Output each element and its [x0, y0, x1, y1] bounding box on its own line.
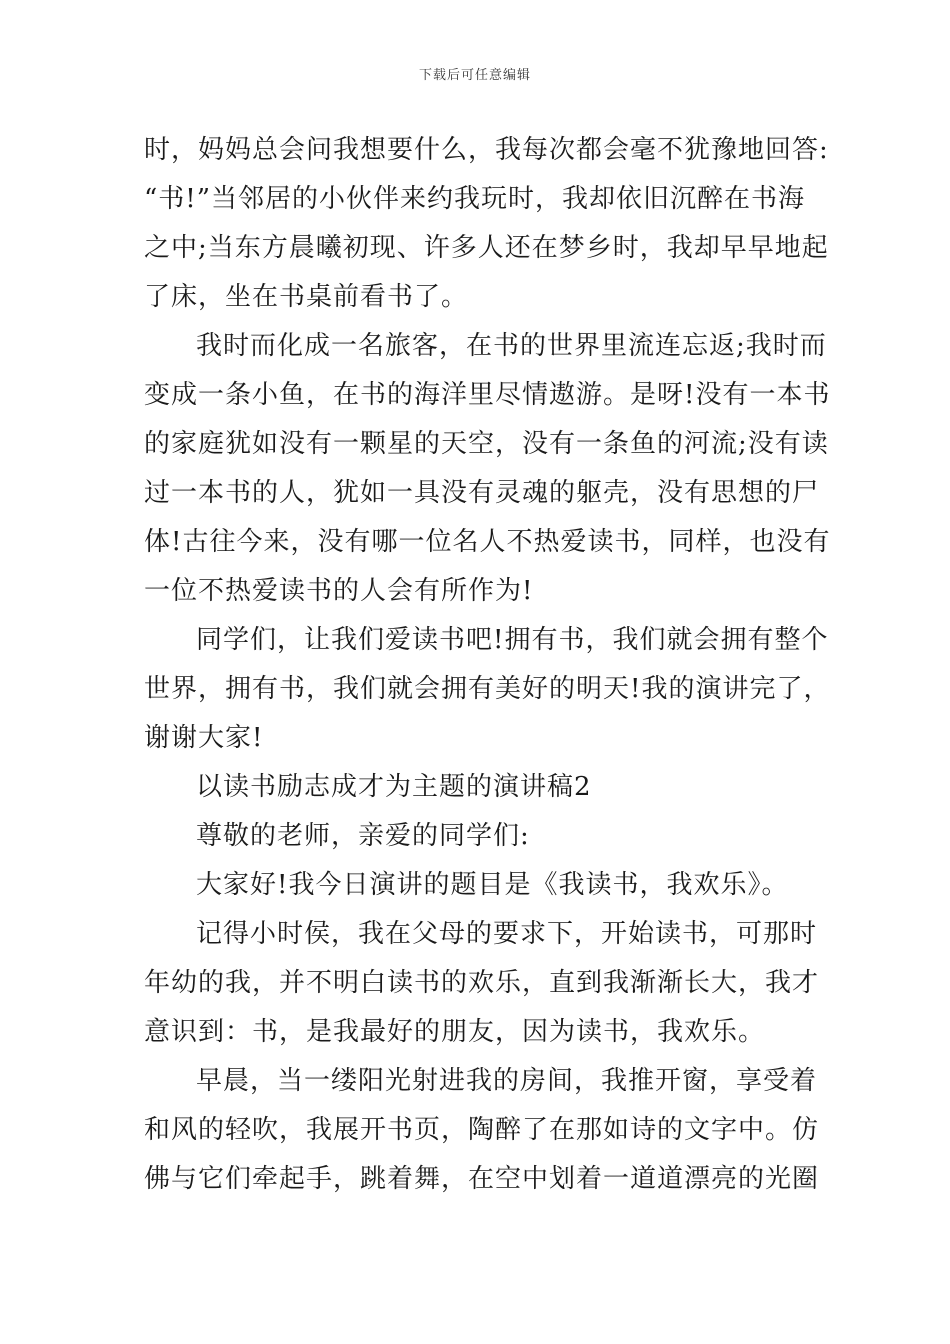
text-line: 体!古往今来，没有哪一位名人不热爱读书，同样，也没有	[144, 527, 831, 557]
page-header: 下载后可任意编辑	[418, 68, 531, 83]
text-line: 佛与它们牵起手，跳着舞，在空中划着一道道漂亮的光圈	[144, 1164, 820, 1194]
document-body	[144, 126, 831, 1204]
text-line: 大家好!我今日演讲的题目是《我读书，我欢乐》。	[196, 870, 789, 900]
text-line: 时，妈妈总会问我想要什么，我每次都会毫不犹豫地回答:	[144, 135, 829, 165]
text-line: 早晨，当一缕阳光射进我的房间，我推开窗，享受着	[196, 1066, 818, 1096]
text-line: 一位不热爱读书的人会有所作为!	[144, 576, 534, 606]
text-line: 的家庭犹如没有一颗星的天空，没有一条鱼的河流;没有读	[144, 429, 829, 459]
text-line: 记得小时侯，我在父母的要求下，开始读书，可那时	[196, 919, 818, 949]
text-line: 之中;当东方晨曦初现、许多人还在梦乡时，我却早早地起	[144, 233, 829, 263]
text-line: 了床，坐在书桌前看书了。	[144, 282, 469, 312]
text-line: 年幼的我，并不明白读书的欢乐，直到我渐渐长大，我才	[144, 968, 820, 998]
text-line: 我时而化成一名旅客，在书的世界里流连忘返;我时而	[196, 331, 827, 361]
text-line: 谢谢大家!	[144, 723, 264, 753]
text-line: “书!”当邻居的小伙伴来约我玩时，我却依旧沉醉在书海	[144, 184, 806, 214]
text-line: 意识到：书，是我最好的朋友，因为读书，我欢乐。	[144, 1017, 766, 1047]
text-line: 同学们，让我们爱读书吧!拥有书，我们就会拥有整个	[196, 625, 829, 655]
section-title: 以读书励志成才为主题的演讲稿2	[196, 772, 592, 802]
greeting-line: 尊敬的老师，亲爱的同学们:	[196, 821, 530, 851]
text-line: 和风的轻吹，我展开书页，陶醉了在那如诗的文字中。仿	[144, 1115, 820, 1145]
text-line: 世界，拥有书，我们就会拥有美好的明天!我的演讲完了，	[144, 674, 831, 704]
text-line: 变成一条小鱼，在书的海洋里尽情遨游。是呀!没有一本书	[144, 380, 831, 410]
text-line: 过一本书的人，犹如一具没有灵魂的躯壳，没有思想的尸	[144, 478, 820, 508]
